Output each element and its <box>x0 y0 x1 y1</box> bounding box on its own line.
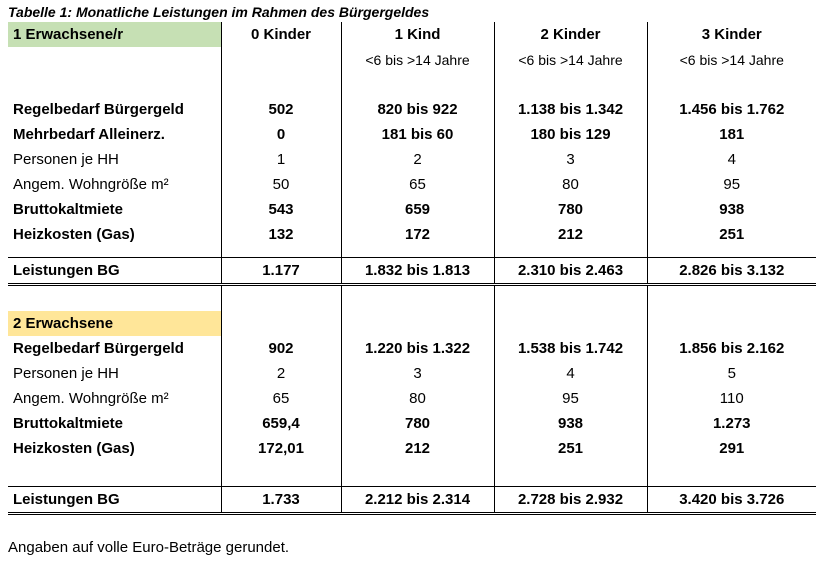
table-row <box>8 197 816 222</box>
table-cell: 938 <box>494 411 647 436</box>
table-row <box>8 222 816 247</box>
table-cell: 938 <box>647 197 816 222</box>
row-label: Personen je HH <box>13 151 119 168</box>
column-subheader <box>221 47 341 72</box>
table-row <box>8 436 816 461</box>
table-cell: 181 bis 60 <box>341 122 494 147</box>
total-label: Leistungen BG <box>8 487 221 514</box>
table-cell: 1.273 <box>647 411 816 436</box>
table-cell: 4 <box>647 147 816 172</box>
table-cell: 820 bis 922 <box>341 97 494 122</box>
footnote: Angaben auf volle Euro-Beträge gerundet. <box>8 539 290 556</box>
section-title-1-adult: 1 Erwachsene/r <box>8 22 221 47</box>
table-cell: 95 <box>647 172 816 197</box>
row-label: Personen je HH <box>13 365 119 382</box>
row-label: Regelbedarf Bürgergeld <box>13 340 184 357</box>
table-cell: 659,4 <box>221 411 341 436</box>
total-cell: 2.728 bis 2.932 <box>494 487 647 514</box>
table-cell: 180 bis 129 <box>494 122 647 147</box>
table-cell: 65 <box>221 386 341 411</box>
table-cell: 172 <box>341 222 494 247</box>
header-row <box>8 22 816 47</box>
row-label: Heizkosten (Gas) <box>13 226 135 243</box>
benefits-table <box>8 22 816 515</box>
table-cell: 3 <box>341 361 494 386</box>
total-cell: 1.733 <box>221 487 341 514</box>
table-cell: 181 <box>647 122 816 147</box>
table-cell: 95 <box>494 386 647 411</box>
table-row <box>8 172 816 197</box>
table-cell: 251 <box>647 222 816 247</box>
table-row <box>8 122 816 147</box>
total-row <box>8 258 816 285</box>
table-cell: 80 <box>341 386 494 411</box>
row-label: Mehrbedarf Alleinerz. <box>13 126 165 143</box>
table-cell: 80 <box>494 172 647 197</box>
row-label: Heizkosten (Gas) <box>13 440 135 457</box>
table-caption: Tabelle 1: Monatliche Leistungen im Rahmen des Bürgergeldes <box>8 4 430 20</box>
table-cell: 132 <box>221 222 341 247</box>
table-cell: 212 <box>341 436 494 461</box>
row-label: Bruttokaltmiete <box>13 415 124 432</box>
section-title-2-adults: 2 Erwachsene <box>8 311 221 336</box>
table-cell: 50 <box>221 172 341 197</box>
total-cell: 2.212 bis 2.314 <box>341 487 494 514</box>
table-cell: 65 <box>341 172 494 197</box>
row-label: Regelbedarf Bürgergeld <box>13 101 184 118</box>
table-cell: 251 <box>494 436 647 461</box>
total-row <box>8 487 816 514</box>
table-cell: 212 <box>494 222 647 247</box>
table-row <box>8 336 816 361</box>
total-cell: 2.826 bis 3.132 <box>647 258 816 285</box>
table-cell: 110 <box>647 386 816 411</box>
table-cell: 5 <box>647 361 816 386</box>
spacer-row <box>8 247 816 258</box>
table-cell: 1.220 bis 1.322 <box>341 336 494 361</box>
total-label: Leistungen BG <box>8 258 221 285</box>
table-cell: 902 <box>221 336 341 361</box>
spacer-row <box>8 72 816 97</box>
table-cell: 659 <box>341 197 494 222</box>
spacer-row <box>8 461 816 487</box>
total-cell: 1.177 <box>221 258 341 285</box>
table-cell: 502 <box>221 97 341 122</box>
column-subheader: <6 bis >14 Jahre <box>647 47 816 72</box>
table-row <box>8 97 816 122</box>
total-cell: 3.420 bis 3.726 <box>647 487 816 514</box>
row-label: Angem. Wohngröße m² <box>13 390 169 407</box>
table-row <box>8 386 816 411</box>
table-cell: 2 <box>221 361 341 386</box>
column-header: 0 Kinder <box>221 22 341 47</box>
table-cell: 3 <box>494 147 647 172</box>
table-cell: 172,01 <box>221 436 341 461</box>
column-header: 3 Kinder <box>647 22 816 47</box>
total-cell: 1.832 bis 1.813 <box>341 258 494 285</box>
table-row <box>8 147 816 172</box>
table-cell: 1 <box>221 147 341 172</box>
table-cell: 1.456 bis 1.762 <box>647 97 816 122</box>
column-header: 2 Kinder <box>494 22 647 47</box>
table-cell: 1.856 bis 2.162 <box>647 336 816 361</box>
section-header-row <box>8 311 816 336</box>
column-subheader: <6 bis >14 Jahre <box>494 47 647 72</box>
table-cell: 780 <box>494 197 647 222</box>
table-cell: 291 <box>647 436 816 461</box>
table-cell: 0 <box>221 122 341 147</box>
total-cell: 2.310 bis 2.463 <box>494 258 647 285</box>
table-cell: 1.538 bis 1.742 <box>494 336 647 361</box>
table-row <box>8 361 816 386</box>
table-row <box>8 411 816 436</box>
table-cell: 780 <box>341 411 494 436</box>
column-subheader: <6 bis >14 Jahre <box>341 47 494 72</box>
row-label: Angem. Wohngröße m² <box>13 176 169 193</box>
header-subrow <box>8 47 816 72</box>
table-cell: 543 <box>221 197 341 222</box>
spacer-row <box>8 285 816 312</box>
table-cell: 2 <box>341 147 494 172</box>
table-cell: 4 <box>494 361 647 386</box>
table-cell: 1.138 bis 1.342 <box>494 97 647 122</box>
row-label: Bruttokaltmiete <box>13 201 124 218</box>
column-header: 1 Kind <box>341 22 494 47</box>
